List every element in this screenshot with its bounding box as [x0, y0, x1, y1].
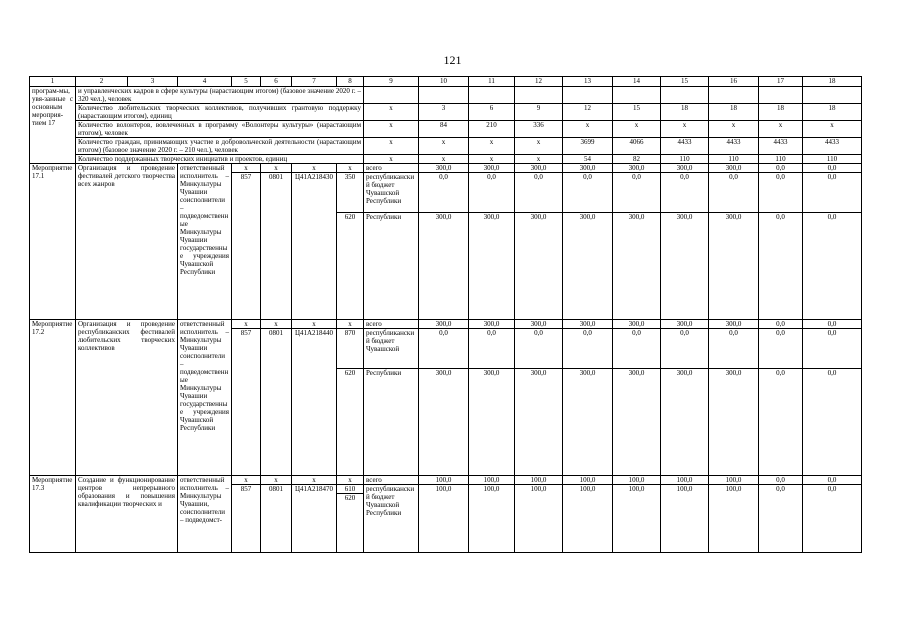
amount-cell: 0,0 [803, 485, 862, 553]
measure-name: Мероприятие 17.3 [30, 476, 76, 553]
header-cell: 10 [419, 77, 469, 87]
code-cell: x [232, 164, 261, 173]
indicator-row [30, 87, 862, 104]
indicator-value [419, 87, 469, 104]
header-cell: 7 [292, 77, 337, 87]
amount-cell: 0,0 [419, 173, 469, 213]
amount-cell: 0,0 [803, 369, 862, 476]
amount-cell: 300,0 [563, 369, 613, 476]
amount-cell: 0,0 [613, 329, 661, 369]
indicator-value: x [419, 155, 469, 164]
amount-cell: 100,0 [563, 485, 613, 553]
indicator-value: x [364, 138, 419, 155]
amount-cell: 0,0 [759, 485, 803, 553]
amount-cell: 0,0 [563, 329, 613, 369]
code-cell: 857 [232, 173, 261, 320]
amount-cell: 300,0 [661, 320, 709, 329]
measure-total-row [30, 164, 862, 173]
amount-cell: 300,0 [709, 320, 759, 329]
amount-cell: 0,0 [419, 329, 469, 369]
amount-cell: 300,0 [661, 369, 709, 476]
code-cell: 870 [337, 329, 364, 369]
program-table [29, 76, 862, 553]
funding-source: республиканский бюджет Чувашской Республики [364, 485, 419, 553]
indicator-value: 336 [515, 121, 563, 138]
amount-cell: 300,0 [613, 164, 661, 173]
amount-cell: 300,0 [613, 369, 661, 476]
indicator-value: x [515, 155, 563, 164]
indicator-row [30, 155, 862, 164]
amount-cell: 300,0 [515, 369, 563, 476]
measure-title: Организация и проведение фестивалей детского творчества всех жанров [76, 164, 178, 320]
header-cell: 11 [469, 77, 515, 87]
amount-cell: 0,0 [759, 173, 803, 213]
indicator-value: 12 [563, 104, 613, 121]
code-cell: x [261, 476, 292, 485]
amount-cell: 300,0 [419, 213, 469, 320]
indicator-value: 4433 [709, 138, 759, 155]
indicator-value: 54 [563, 155, 613, 164]
indicator-value: x [364, 155, 419, 164]
amount-cell: 300,0 [613, 213, 661, 320]
indicator-value: x [419, 138, 469, 155]
code-cell: x [337, 476, 364, 485]
code-cell: x [261, 320, 292, 329]
indicator-value: 18 [709, 104, 759, 121]
amount-cell: 100,0 [661, 476, 709, 485]
header-cell: 9 [364, 77, 419, 87]
measure-executors: ответственный исполнитель – Минкультуры Чувашии соисполнители – подведомственные Минкультуры Чувашии государственные учреждения Чувашской Республики [178, 164, 232, 320]
indicator-value [515, 87, 563, 104]
amount-cell: 0,0 [759, 213, 803, 320]
amount-cell: 300,0 [661, 164, 709, 173]
amount-cell: 300,0 [469, 164, 515, 173]
header-cell: 16 [709, 77, 759, 87]
header-cell: 13 [563, 77, 613, 87]
indicator-value: x [613, 121, 661, 138]
amount-cell: 300,0 [563, 164, 613, 173]
funding-source: Республики [364, 369, 419, 476]
indicator-value: 4433 [803, 138, 862, 155]
indicator-value [613, 87, 661, 104]
amount-cell: 300,0 [419, 164, 469, 173]
amount-cell: 100,0 [709, 476, 759, 485]
funding-source: всего [364, 164, 419, 173]
measure-total-row [30, 476, 862, 485]
amount-cell: 0,0 [515, 329, 563, 369]
indicator-value: 4433 [759, 138, 803, 155]
indicator-text: Количество граждан, принимающих участие в добровольческой деятельности (нарастающим итогом) (базовое значение 2020 г. – 210 чел.), человек [76, 138, 364, 155]
code-cell: 0801 [261, 329, 292, 476]
header-cell: 15 [661, 77, 709, 87]
indicator-value: 82 [613, 155, 661, 164]
indicator-value: x [364, 104, 419, 121]
code-cell: x [337, 164, 364, 173]
amount-cell: 100,0 [613, 476, 661, 485]
indicator-value [803, 87, 862, 104]
amount-cell: 0,0 [469, 173, 515, 213]
code-cell: 0801 [261, 485, 292, 553]
program-label: програм-мы, увя-занные с основным мероприя-тием 17 [30, 87, 76, 164]
indicator-value: x [803, 121, 862, 138]
amount-cell: 0,0 [759, 476, 803, 485]
indicator-row [30, 138, 862, 155]
indicator-value: 110 [803, 155, 862, 164]
amount-cell: 0,0 [803, 164, 862, 173]
indicator-value: x [469, 155, 515, 164]
header-cell: 17 [759, 77, 803, 87]
indicator-value [364, 87, 419, 104]
measure-name: Мероприятие 17.2 [30, 320, 76, 476]
indicator-value: 84 [419, 121, 469, 138]
amount-cell: 0,0 [709, 329, 759, 369]
indicator-row [30, 104, 862, 121]
code-cell: 610 [344, 485, 356, 493]
amount-cell: 300,0 [515, 213, 563, 320]
header-cell: 14 [613, 77, 661, 87]
measure-title: Создание и функционирование центров непрерывного образования и повышения квалификации творческих и [76, 476, 178, 553]
amount-cell: 0,0 [759, 164, 803, 173]
amount-cell: 100,0 [661, 485, 709, 553]
amount-cell: 0,0 [803, 476, 862, 485]
code-cell: 620 [337, 213, 364, 320]
indicator-value: x [515, 138, 563, 155]
indicator-value [563, 87, 613, 104]
indicator-value: x [709, 121, 759, 138]
code-cell: 620 [337, 493, 363, 502]
code-cell: x [337, 320, 364, 329]
header-cell: 2 [76, 77, 128, 87]
header-cell: 18 [803, 77, 862, 87]
indicator-value: x [364, 121, 419, 138]
amount-cell: 0,0 [469, 329, 515, 369]
amount-cell: 0,0 [613, 173, 661, 213]
code-cell-pair [337, 485, 364, 553]
indicator-value: 6 [469, 104, 515, 121]
amount-cell: 0,0 [803, 320, 862, 329]
amount-cell: 100,0 [709, 485, 759, 553]
amount-cell: 300,0 [469, 320, 515, 329]
indicator-value: 18 [759, 104, 803, 121]
header-cell: 8 [337, 77, 364, 87]
amount-cell: 300,0 [613, 320, 661, 329]
amount-cell: 300,0 [419, 369, 469, 476]
header-cell: 4 [178, 77, 232, 87]
funding-source: всего [364, 320, 419, 329]
code-cell: 620 [337, 369, 364, 476]
code-cell: 857 [232, 329, 261, 476]
code-cell: 857 [232, 485, 261, 553]
amount-cell: 300,0 [515, 164, 563, 173]
amount-cell: 0,0 [563, 173, 613, 213]
code-cell: Ц41А218430 [292, 173, 337, 320]
measure-name: Мероприятие 17.1 [30, 164, 76, 320]
amount-cell: 300,0 [515, 320, 563, 329]
indicator-value: 15 [613, 104, 661, 121]
code-cell: x [292, 320, 337, 329]
indicator-value [709, 87, 759, 104]
indicator-text: и управленческих кадров в сфере культуры (нарастающим итогом) (базовое значение 2020 г. – 320 чел.), человек [76, 87, 364, 104]
amount-cell: 300,0 [709, 369, 759, 476]
code-cell: Ц41А218440 [292, 329, 337, 476]
amount-cell: 100,0 [419, 476, 469, 485]
indicator-value: 4066 [613, 138, 661, 155]
amount-cell: 100,0 [613, 485, 661, 553]
indicator-text: Количество любительских творческих коллективов, получивших грантовую поддержку (нарастающим итогом), единиц [76, 104, 364, 121]
indicator-text: Количество волонтеров, вовлеченных в программу «Волонтеры культуры» (нарастающим итогом), человек [76, 121, 364, 138]
indicator-row [30, 121, 862, 138]
indicator-value: 3699 [563, 138, 613, 155]
amount-cell: 300,0 [469, 213, 515, 320]
amount-cell: 0,0 [803, 329, 862, 369]
funding-source: всего [364, 476, 419, 485]
indicator-value: 18 [661, 104, 709, 121]
page-number: 121 [443, 53, 462, 67]
amount-cell: 300,0 [419, 320, 469, 329]
amount-cell: 100,0 [469, 476, 515, 485]
indicator-value: x [563, 121, 613, 138]
code-cell: x [232, 476, 261, 485]
amount-cell: 0,0 [759, 369, 803, 476]
code-cell: x [292, 476, 337, 485]
indicator-value: 4433 [661, 138, 709, 155]
amount-cell: 300,0 [563, 320, 613, 329]
header-row [30, 77, 862, 87]
header-cell: 6 [261, 77, 292, 87]
amount-cell: 100,0 [419, 485, 469, 553]
funding-source: Республики [364, 213, 419, 320]
indicator-value: x [469, 138, 515, 155]
amount-cell: 300,0 [563, 213, 613, 320]
indicator-value [469, 87, 515, 104]
code-cell: 350 [337, 173, 364, 213]
funding-source: республиканский бюджет Чувашской Республики [364, 173, 419, 213]
indicator-value: 110 [709, 155, 759, 164]
header-cell: 12 [515, 77, 563, 87]
header-cell: 3 [128, 77, 178, 87]
indicator-value: 110 [661, 155, 709, 164]
amount-cell: 0,0 [661, 329, 709, 369]
amount-cell: 0,0 [661, 173, 709, 213]
amount-cell: 0,0 [515, 173, 563, 213]
code-cell: x [232, 320, 261, 329]
amount-cell: 0,0 [803, 173, 862, 213]
indicator-value: 3 [419, 104, 469, 121]
indicator-value: x [759, 121, 803, 138]
indicator-value: 9 [515, 104, 563, 121]
code-cell: x [292, 164, 337, 173]
amount-cell: 0,0 [759, 320, 803, 329]
indicator-value: 18 [803, 104, 862, 121]
amount-cell: 300,0 [709, 213, 759, 320]
amount-cell: 100,0 [515, 476, 563, 485]
indicator-value: x [661, 121, 709, 138]
code-cell: 0801 [261, 173, 292, 320]
funding-source: республиканский бюджет Чувашской [364, 329, 419, 369]
measure-title: Организация и проведение республиканских фестивалей любительских творческих коллективов [76, 320, 178, 476]
amount-cell: 0,0 [759, 329, 803, 369]
amount-cell: 0,0 [709, 173, 759, 213]
indicator-text: Количество поддержанных творческих инициатив и проектов, единиц [76, 155, 364, 164]
indicator-value: 210 [469, 121, 515, 138]
amount-cell: 100,0 [515, 485, 563, 553]
amount-cell: 300,0 [661, 213, 709, 320]
header-cell: 1 [30, 77, 76, 87]
amount-cell: 100,0 [563, 476, 613, 485]
code-cell: Ц41А218470 [292, 485, 337, 553]
amount-cell: 300,0 [709, 164, 759, 173]
measure-total-row [30, 320, 862, 329]
amount-cell: 0,0 [803, 213, 862, 320]
measure-executors: ответственный исполнитель – Минкультуры Чувашии, соисполнители – подведомст- [178, 476, 232, 553]
measure-executors: ответственный исполнитель – Минкультуры Чувашии соисполнители – подведомственные Минкультуры Чувашии государственные учреждения Чувашской Республики [178, 320, 232, 476]
indicator-value [759, 87, 803, 104]
code-cell: x [261, 164, 292, 173]
header-cell: 5 [232, 77, 261, 87]
indicator-value [661, 87, 709, 104]
amount-cell: 100,0 [469, 485, 515, 553]
indicator-value: 110 [759, 155, 803, 164]
amount-cell: 300,0 [469, 369, 515, 476]
